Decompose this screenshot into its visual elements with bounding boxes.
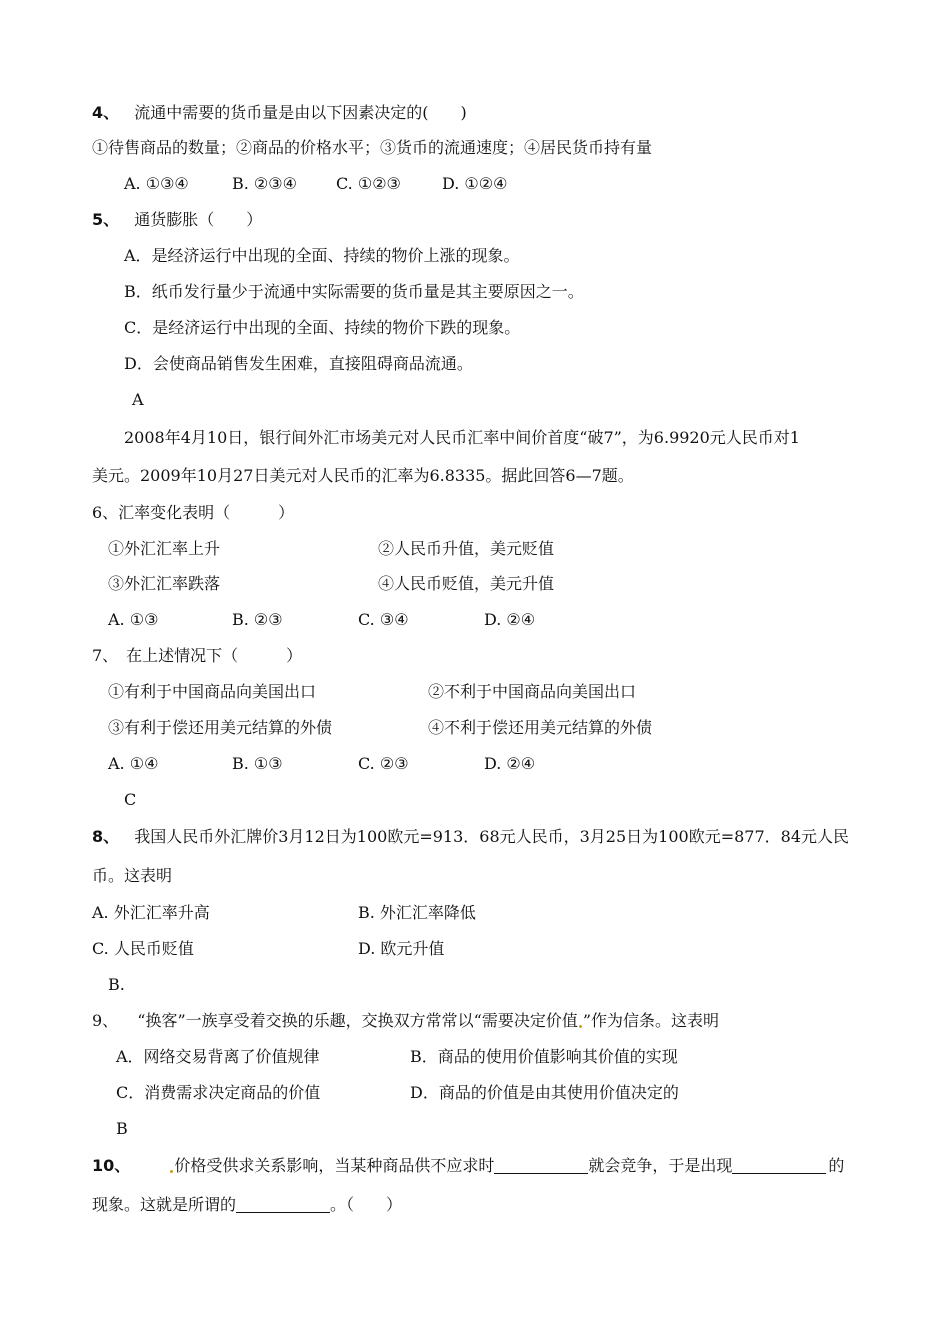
question-7-stem: 7、 在上述情况下（ ） <box>92 646 303 665</box>
option-d: D. 欧元升值 <box>358 939 445 958</box>
answer: A <box>132 390 144 409</box>
option-c: C. 人民币贬值 <box>92 939 194 958</box>
question-number: 8、 <box>92 827 120 846</box>
statement-1: ①外汇汇率上升 <box>108 539 221 558</box>
passage-line-1: 2008年4月10日，银行间外汇市场美元对人民币汇率中间价首度“破7”，为6.9920元人民币对1 <box>124 428 800 447</box>
option-b: B. ①③ <box>232 754 283 773</box>
option-d: D．会使商品销售发生困难，直接阻碍商品流通。 <box>124 354 473 373</box>
statement-2: ②人民币升值，美元贬值 <box>378 539 555 558</box>
option-b: B. 外汇汇率降低 <box>358 903 476 922</box>
option-d: D. ②④ <box>484 754 536 773</box>
question-number: 5、 <box>92 210 120 229</box>
option-a: A. ①③ <box>108 610 159 629</box>
dot-mark <box>170 1170 173 1173</box>
option-b: B．商品的使用价值影响其价值的实现 <box>410 1047 678 1066</box>
option-d: D. ①②④ <box>442 174 508 193</box>
question-10-stem-cont: 现象。这就是所谓的 。（ ） <box>92 1195 403 1214</box>
fill-blank-3[interactable] <box>236 1196 330 1213</box>
question-4-items: ①待售商品的数量；②商品的价格水平；③货币的流通速度；④居民货币持有量 <box>92 138 653 157</box>
answer: B <box>116 1119 128 1138</box>
option-a: A. ①④ <box>108 754 159 773</box>
question-number: 9、 <box>92 1011 119 1030</box>
option-c: C. ③④ <box>358 610 409 629</box>
question-6-stem: 6、汇率变化表明（ ） <box>92 503 295 522</box>
option-c: C. ①②③ <box>336 174 401 193</box>
statement-3: ③外汇汇率跌落 <box>108 574 221 593</box>
statement-1: ①有利于中国商品向美国出口 <box>108 682 317 701</box>
option-d: D．商品的价值是由其使用价值决定的 <box>410 1083 679 1102</box>
option-d: D. ②④ <box>484 610 536 629</box>
option-c: C. ②③ <box>358 754 409 773</box>
question-8-stem: 8、 我国人民币外汇牌价3月12日为100欧元=913．68元人民币，3月25日为100欧元=877．84元人民 <box>92 827 850 846</box>
option-b: B. ②③④ <box>232 174 297 193</box>
option-a: A．网络交易背离了价值规律 <box>116 1047 320 1066</box>
question-8-stem-cont: 币。这表明 <box>92 866 173 885</box>
question-9-stem: 9、 “换客”一族享受着交换的乐趣，交换双方常常以“需要决定价值 ”作为信条。这表明 <box>92 1011 720 1030</box>
statement-4: ④人民币贬值，美元升值 <box>378 574 555 593</box>
option-a: A．是经济运行中出现的全面、持续的物价上涨的现象。 <box>124 246 520 265</box>
answer: B. <box>108 975 125 994</box>
option-b: B. ②③ <box>232 610 283 629</box>
statement-4: ④不利于偿还用美元结算的外债 <box>428 718 653 737</box>
passage-line-2: 美元。2009年10月27日美元对人民币的汇率为6.8335。据此回答6—7题。 <box>92 466 634 485</box>
option-a: A. 外汇汇率升高 <box>92 903 210 922</box>
statement-2: ②不利于中国商品向美国出口 <box>428 682 637 701</box>
statement-3: ③有利于偿还用美元结算的外债 <box>108 718 333 737</box>
option-a: A. ①③④ <box>124 174 189 193</box>
question-10-stem: 10、 价格受供求关系影响，当某种商品供不应求时 就会竞争，于是出现 的 <box>92 1156 845 1175</box>
fill-blank-2[interactable] <box>732 1157 826 1174</box>
dot-mark <box>579 1025 582 1028</box>
answer: C <box>124 790 137 809</box>
option-b: B．纸币发行量少于流通中实际需要的货币量是其主要原因之一。 <box>124 282 584 301</box>
fill-blank-1[interactable] <box>494 1157 588 1174</box>
question-5-stem: 5、 通货膨胀（ ） <box>92 210 263 229</box>
option-c: C．是经济运行中出现的全面、持续的物价下跌的现象。 <box>124 318 521 337</box>
question-number: 4、 <box>92 103 120 122</box>
question-number: 10、 <box>92 1156 131 1175</box>
question-4-stem: 4、 流通中需要的货币量是由以下因素决定的( ) <box>92 103 467 122</box>
option-c: C．消费需求决定商品的价值 <box>116 1083 321 1102</box>
